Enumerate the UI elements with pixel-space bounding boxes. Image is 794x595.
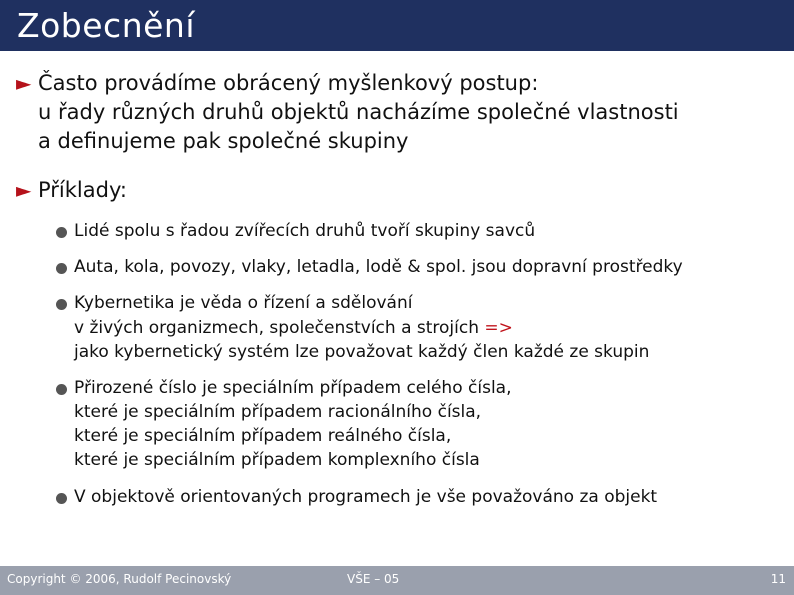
example-4-line-1: Přirozené číslo je speciálním případem celého čísla, (74, 378, 512, 398)
main-point-2-line-1: Příklady: (38, 178, 127, 202)
dot-bullet-icon (56, 263, 67, 274)
example-4-line-3: které je speciálním případem reálného čísla, (74, 426, 452, 446)
main-point-1-line-1: Často provádíme obrácený myšlenkový postup: (38, 71, 539, 95)
dot-bullet-icon (56, 384, 67, 395)
dot-bullet-icon (56, 299, 67, 310)
example-4-line-4: které je speciálním případem komplexního čísla (74, 450, 480, 470)
example-3-line-2 (74, 316, 513, 340)
triangle-bullet-icon: ► (16, 178, 32, 202)
main-point-1-line-2: u řady různých druhů objektů nacházíme společné vlastnosti (38, 100, 679, 124)
example-2-line-1: Auta, kola, povozy, vlaky, letadla, lodě & spol. jsou dopravní prostředky (74, 257, 683, 277)
example-1-line-1: Lidé spolu s řadou zvířecích druhů tvoří skupiny savců (74, 221, 536, 241)
example-3-line-3: jako kybernetický systém lze považovat každý člen každé ze skupin (74, 342, 650, 362)
example-5-line-1: V objektově orientovaných programech je vše považováno za objekt (74, 487, 658, 507)
main-point-1-line-3: a definujeme pak společné skupiny (38, 129, 409, 153)
implication-arrow: => (484, 318, 513, 338)
footer-course: VŠE – 05 (347, 572, 400, 586)
example-3-line-2-text: v živých organizmech, společenstvích a strojích (74, 318, 479, 338)
dot-bullet-icon (56, 227, 67, 238)
dot-bullet-icon (56, 493, 67, 504)
triangle-bullet-icon: ► (16, 71, 32, 95)
slide-title: Zobecnění (17, 6, 195, 45)
example-3-line-1: Kybernetika je věda o řízení a sdělování (74, 293, 413, 313)
footer-page-number: 11 (770, 572, 786, 586)
example-4-line-2: které je speciálním případem racionálního čísla, (74, 402, 482, 422)
footer-bar (0, 566, 794, 595)
footer-copyright: Copyright © 2006, Rudolf Pecinovský (7, 572, 232, 586)
